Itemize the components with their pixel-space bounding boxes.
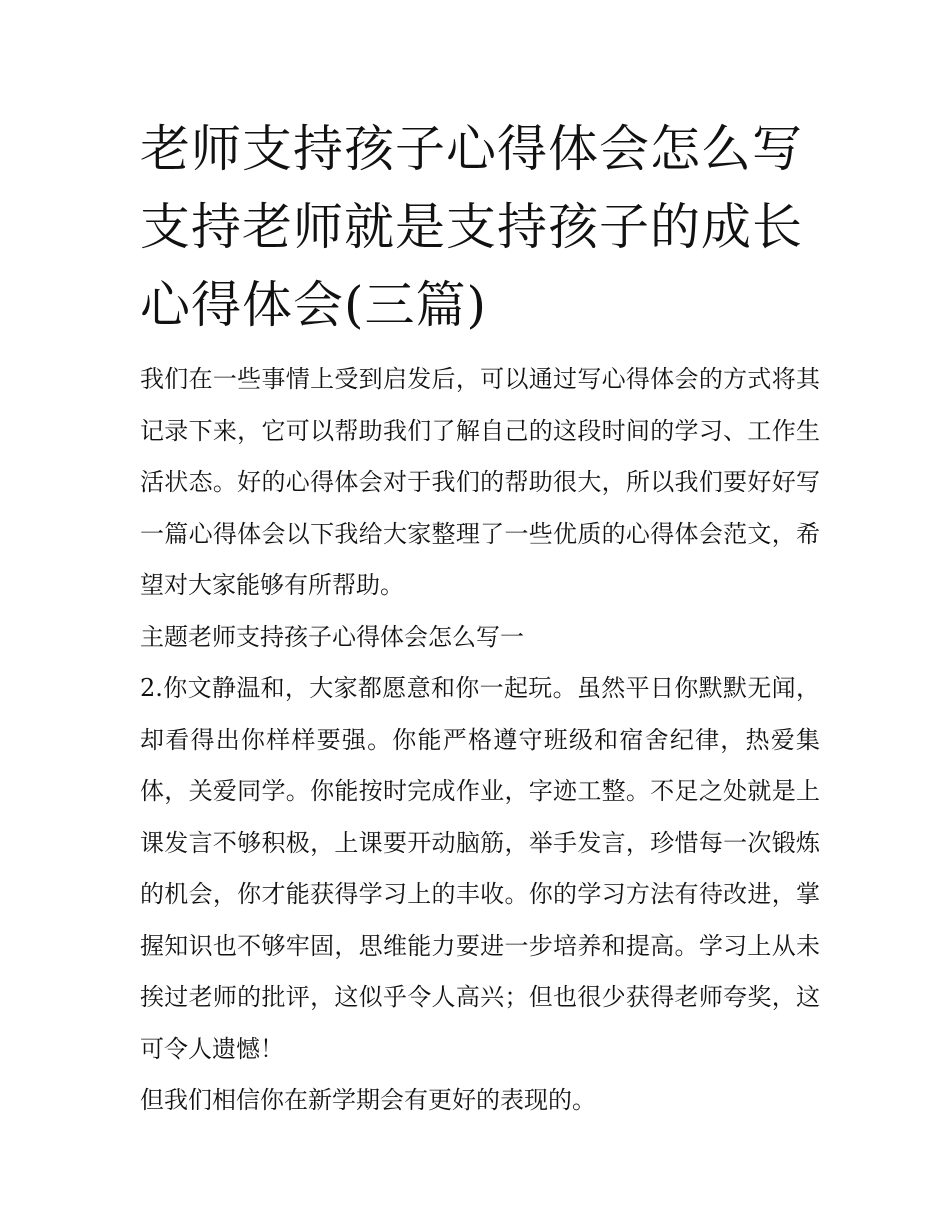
closing-paragraph: 但我们相信你在新学期会有更好的表现的。 (140, 1086, 596, 1114)
document-title: 老师支持孩子心得体会怎么写支持老师就是支持孩子的成长心得体会(三篇) (140, 120, 803, 334)
intro-paragraph: 我们在一些事情上受到启发后，可以通过写心得体会的方式将其记录下来，它可以帮助我们了解自己的这段时间的学习、工作生活状态。好的心得体会对于我们的帮助很大，所以我们要好好写一篇心得体会以下我给大家整理了一些优质的心得体会范文，希望对大家能够有所帮助。 (140, 365, 820, 599)
body-paragraph: 2.你文静温和，大家都愿意和你一起玩。虽然平日你默默无闻，却看得出你样样要强。你能严格遵守班级和宿舍纪律，热爱集体，关爱同学。你能按时完成作业，字迹工整。不足之处就是上课发言不够积极，上课要开动脑筋，举手发言，珍惜每一次锻炼的机会，你才能获得学习上的丰收。你的学习方法有待改进，掌握知识也不够牢固，思维能力要进一步培养和提高。学习上从未挨过老师的批评，这似乎令人高兴；但也很少获得老师夸奖，这可令人遗憾！ (140, 674, 820, 1063)
document-page (140, 110, 820, 1127)
section-heading: 主题老师支持孩子心得体会怎么写一 (140, 622, 524, 651)
